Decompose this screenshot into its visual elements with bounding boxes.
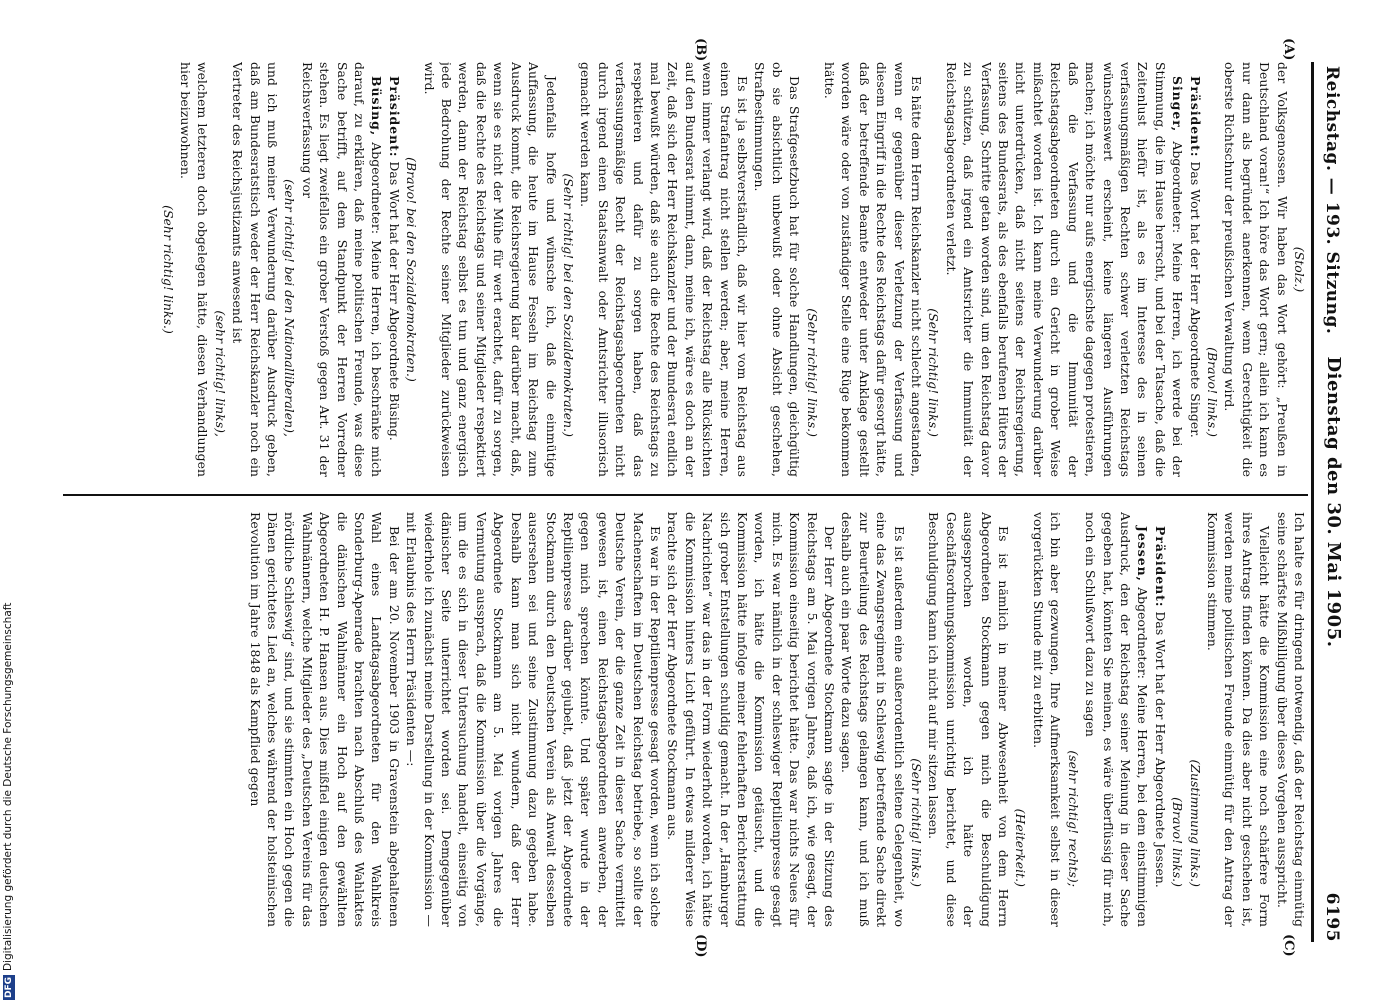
paragraph-text: Ich halte es für dringend notwendig, daß der Reichstag einmütig seine schärfste Mißbilligung über dieses Vorgehen ausspricht. bbox=[1274, 512, 1307, 927]
margin-letter-d: (D) bbox=[693, 934, 708, 958]
speaker-paragraph bbox=[1186, 62, 1203, 477]
paragraph-text: Es hätte dem Herrn Reichskanzler nicht schlecht angestanden, wenn er gegenüber dieser Verletzung der Verfassung und diesem Eingriff in die Rechte des Reichstags dafür gesorgt hätte, daß der betreffende Beamte entweder unter Anklage gestellt worden wäre oder von zuständiger Stelle eine Rüge bekommen hätte. bbox=[822, 62, 925, 477]
paragraph bbox=[420, 62, 559, 477]
paragraph-text: und ich muß meiner Verwunderung darüber Ausdruck geben, daß am Bundesratstisch weder der Herr Reichskanzler noch ein Vertreter des Reichsjustizamts anwesend ist bbox=[230, 62, 281, 477]
interjection bbox=[1064, 512, 1081, 927]
paragraph-text: (sehr richtig! rechts); bbox=[1065, 750, 1081, 887]
credit-text: Digitalisierung gefördert durch die Deutsche Forschungsgemeinschaft bbox=[2, 602, 14, 971]
paragraph-text: (Sehr richtig! bei den Sozialdemokraten.) bbox=[560, 173, 576, 437]
left-column bbox=[58, 62, 1308, 477]
interjection bbox=[560, 62, 577, 477]
paragraph bbox=[229, 62, 281, 477]
paragraph bbox=[838, 512, 908, 927]
paragraph bbox=[821, 62, 925, 477]
paragraph-text: (Sehr richtig! links.) bbox=[926, 308, 942, 437]
speaker-name: Jessen, bbox=[1135, 526, 1151, 582]
speaker-name: Präsident: bbox=[1152, 526, 1168, 608]
interjection bbox=[281, 62, 298, 477]
speaker-paragraph bbox=[1151, 512, 1168, 927]
paragraph-text: Vielleicht hätte die Kommission eine noch schärfere Form ihres Antrags finden können. Da dies aber nicht geschehen ist, werden meine politischen Freunde einmütig für den Antrag der Kommission stimmen. bbox=[1204, 512, 1273, 927]
margin-letter-b: (B) bbox=[693, 38, 708, 62]
interjection bbox=[908, 512, 925, 927]
paragraph-text: Es ist ja selbstverständlich, daß wir hier vom Reichstag aus einen Strafantrag nicht stellen werden; aber, meine Herren, wenn immer verlangt wird, daß der Reichstag alle Rücksichten auf den Bundesrat nimmt, dann, meine ich, wäre es doch an der Zeit, daß sich der Herr Reichskanzler und der Bundesrat endlich mal bewußt würden, daß sie auch die Rechte des Reichstags zu respektieren und dafür zu sorgen haben, daß das verfassungsmäßige Recht der Reichstagsabgeordneten nicht durch irgend einen Staatsanwalt oder Amtsrichter illusorisch gemacht werden kann. bbox=[578, 62, 750, 477]
speaker-paragraph bbox=[298, 62, 385, 477]
interjection bbox=[803, 62, 820, 477]
paragraph-text: (Sehr richtig! links.) bbox=[909, 758, 925, 887]
paragraph bbox=[177, 62, 212, 477]
speaker-name: Büsing, bbox=[369, 76, 385, 137]
header-rule bbox=[1311, 62, 1314, 942]
paragraph-text: welchem letzteren doch obgelegen hätte, diesen Verhandlungen hier beizuwohnen. bbox=[178, 62, 211, 477]
speaker-paragraph bbox=[1082, 512, 1152, 927]
paragraph-text: Der Herr Abgeordnete Stockmann sagte in der Sitzung des Reichstags am 5. Mai vorigen Jahres, daß ich, wie gesagt, der Kommission einseitig berichtet hätte. Das war nichts Neues für mich. Es war nämlich in der schleswiger Reptilienpresse gesagt worden, ich hätte die Kommission getäuscht, und die Kommission hätte infolge meiner fehlerhaften Berichterstattung sich grober Entstellungen schuldig gemacht. In der „Hamburger Nachrichten“ war das in der Form wiederholt worden, ich hätte die Kommission hinters Licht geführt. In etwas milderer Weise brachte sich der Herr Abgeordnete Stockmann aus. bbox=[665, 512, 838, 927]
column-divider bbox=[63, 494, 1308, 496]
paragraph bbox=[1204, 512, 1274, 927]
interjection bbox=[159, 62, 176, 477]
paragraph-text: (Zustimmung links.) bbox=[1187, 759, 1203, 887]
paragraph-text: ich bin aber gezwungen, Ihre Aufmerksamkeit selbst in dieser vorgerückten Stunde mit zu erbitten. bbox=[1030, 512, 1064, 927]
paragraph bbox=[925, 512, 1012, 927]
paragraph-text: Abgeordneter: Meine Herren, ich werde bei der Stimmung, die im Hause herrscht, und bei der Tatsache, daß die Zeitenlust hiefür ist, als es im Interesse des in seinen verfassungsmäßigen Rechten schwer verletzten Reichstags wünschenswert erscheint, keine längeren Ausführungen machen; ich möchte nur aufs energischste dagegen protestieren, daß die Verfassung und die Immunität der Reichstagsabgeordneten durch ein Gericht in grober Weise mißachtet worden ist. Ich kann meine Verwunderung darüber nicht unterdrücken, daß nicht seitens der Reichsregierung, seitens des Bundesrats, als des ebenfalls berufenen Hüters der Verfassung, Schritte getan worden sind, um den Reichstag davor zu schützen, daß irgend ein Amtsrichter die Immunität der Reichstagsabgeordneten verletzt. bbox=[943, 62, 1186, 477]
interjection bbox=[1204, 62, 1221, 477]
paragraph-text: Das Strafgesetzbuch hat für solche Handlungen, gleichgültig ob sie absichtlich unbewußt oder ohne Absicht geschehen, Strafbestimmungen. bbox=[752, 62, 803, 477]
interjection bbox=[1186, 512, 1203, 927]
speaker-name: Singer, bbox=[1170, 76, 1186, 133]
paragraph-text: Jedenfalls hoffe und wünsche ich, daß die einmütige Auffassung, die heute im Hause Fesseln im Reichstag zum Ausdruck kommt, die Reichsregierung klar darüber macht, daß, wenn sie es nicht der Mühe für wert erachtet, dafür zu sorgen, daß die Rechte des Reichstags und seiner Mitglieder respektiert werden, dann der Reichstag selbst es tun und ganz energisch jede Bedrohung der Rechte seiner Mitglieder zurückweisen wird. bbox=[421, 62, 559, 477]
speaker-paragraph bbox=[385, 62, 402, 477]
paragraph bbox=[246, 512, 403, 927]
paragraph bbox=[403, 512, 664, 927]
interjection bbox=[211, 62, 228, 477]
paragraph-text: (Stolz.) bbox=[1292, 246, 1307, 293]
paragraph-text: (Sehr richtig! links.) bbox=[160, 205, 176, 334]
paragraph bbox=[1030, 512, 1065, 927]
paragraph-text: Bei der am 20. November 1903 in Gravenstein abgehaltenen Wahl eines Landtagsabgeordneten für den Wahlkreis Sonderburg-Apenrade brachten nach Abschluß des Wahlaktes die dänischen Wahlmänner ein Hoch auf den gewählten Abgeordneten H. P. Hansen aus. Dies mißfiel einigen deutschen Wahlmännern, welche Mitglieder des „Deutschen Vereins für das nördliche Schleswig“ sind, und sie stimmten ein Hoch gegen die Dänen gerichtetes Lied an, welches während der holsteinischen Revolution im Jahre 1848 als Kampflied gegen bbox=[247, 512, 402, 927]
speaker-name: Präsident: bbox=[386, 76, 402, 158]
paragraph-text: Das Wort hat der Herr Abgeordnete Jessen. bbox=[1152, 607, 1168, 888]
paragraph-text: (sehr richtig! links), bbox=[212, 310, 228, 437]
paragraph bbox=[577, 62, 751, 477]
paragraph-text: (sehr richtig! bei den Nationalliberalen), bbox=[282, 179, 298, 437]
paragraph-text: Es war in der Reptilienpresse gesagt worden, wenn ich solche Machenschaften im Deutschen Reichstag betriebe, so sollte der Deutsche Verein, der die ganze Zeit in dieser Sache vermittelt gewesen ist, einen Reichstagsabgeordneten anwerben, der gegen mich sprechen könnte. Und später wurde in der Reptilienpresse darüber gejubelt, daß jetzt der Abgeordnete Stockmann durch den Deutschen Verein als Anwalt desselben ausersehen sei und seine Zustimmung dazu gegeben habe. Deshalb kann man sich nicht wundern, daß der Herr Abgeordnete Stockmann am 5. Mai vorigen Jahres die Vermutung aussprach, daß die Kommission über die Vorgänge, um die es sich in dieser Untersuchung handelt, einseitig von dänischer Seite unterrichtet worden sei. Demgegenüber wiederhole ich zunächst meine Darstellung in der Kommission — mit Erlaubnis des Herrn Präsidenten —: bbox=[404, 512, 663, 927]
paragraph-text: (Sehr richtig! links.) bbox=[804, 308, 820, 437]
paragraph bbox=[664, 512, 838, 927]
paragraph-text: (Bravo! links.) bbox=[1204, 347, 1220, 437]
paragraph-text: (Bravo! bei den Sozialdemokraten.) bbox=[404, 157, 420, 382]
paragraph-text: Es ist außerdem eine außerordentlich seltene Gelegenheit, wo eine das Zwangsregiment in Schleswig betreffende Sache direkt zur Beurteilung des Reichstags gelangen kann, und ich muß deshalb auch ein paar Worte dazu sagen. bbox=[839, 512, 907, 927]
speaker-paragraph bbox=[942, 62, 1186, 477]
rotated-newspaper-page bbox=[58, 38, 1348, 958]
interjection bbox=[1012, 512, 1029, 927]
paragraph-text: (Heiterkeit.) bbox=[1013, 808, 1029, 887]
paragraph bbox=[751, 62, 803, 477]
header-left: Reichstag. — 193. Sitzung. bbox=[1322, 66, 1342, 335]
paragraph bbox=[1221, 62, 1291, 477]
margin-letter-c: (C) bbox=[1281, 934, 1296, 957]
paragraph-text: Das Wort hat der Herr Abgeordnete Büsing. bbox=[386, 157, 402, 441]
header-date: Dienstag den 30. Mai 1905. bbox=[1323, 356, 1344, 648]
dfg-logo: DFG bbox=[4, 976, 14, 998]
paragraph-text: Es ist nämlich in meiner Abwesenheit von dem Herrn Abgeordneten Stockmann gegen mich die Beschuldigung ausgesprochen worden, ich hätte der Geschäftsordnungskommission unrichtig berichtet, und diese Beschuldigung kann ich nicht auf mir sitzen lassen. bbox=[926, 512, 1012, 927]
interjection bbox=[403, 62, 420, 477]
speaker-name: Präsident: bbox=[1187, 76, 1203, 158]
margin-letter-a: (A) bbox=[1281, 38, 1296, 61]
paragraph-text: Abgeordneter: Meine Herren, ich beschränke mich darauf, zu erklären, daß meine politischen Freunde, was diese Sache betrifft, auf dem Standpunkt der Herren Vorredner stehen. Es liegt zweifellos ein grober Verstoß gegen Art. 31 der Reichsverfassung vor bbox=[299, 62, 385, 477]
paragraph-text: der Volksgenossen. Wir haben das Wort gehört: „Preußen in Deutschland voran!“ Ich höre das Wort gern; allein ich kann es nur dann als begründet anerkennen, wenn Gerechtigkeit die oberste Richtschnur der preußischen Verwaltung wird. bbox=[1222, 62, 1290, 477]
page-header bbox=[1318, 62, 1348, 942]
dfg-credit bbox=[1, 580, 15, 1000]
interjection bbox=[1291, 62, 1308, 477]
paragraph-text: Das Wort hat der Herr Abgeordnete Singer. bbox=[1187, 157, 1203, 438]
right-column bbox=[58, 512, 1308, 927]
interjection bbox=[1169, 512, 1186, 927]
paragraph-text: (Bravo! links.) bbox=[1170, 797, 1186, 887]
page-number: 6195 bbox=[1322, 892, 1342, 942]
paragraph bbox=[1273, 512, 1308, 927]
paragraph-text: Abgeordneter: Meine Herren, bei dem einstimmigen Ausdruck, den der Reichstag seiner Meinung in dieser Sache gegeben hat, könnten Sie meinen, es wäre überflüssig für mich, noch ein Schlußwort dazu zu sagen bbox=[1083, 512, 1151, 927]
interjection bbox=[925, 62, 942, 477]
